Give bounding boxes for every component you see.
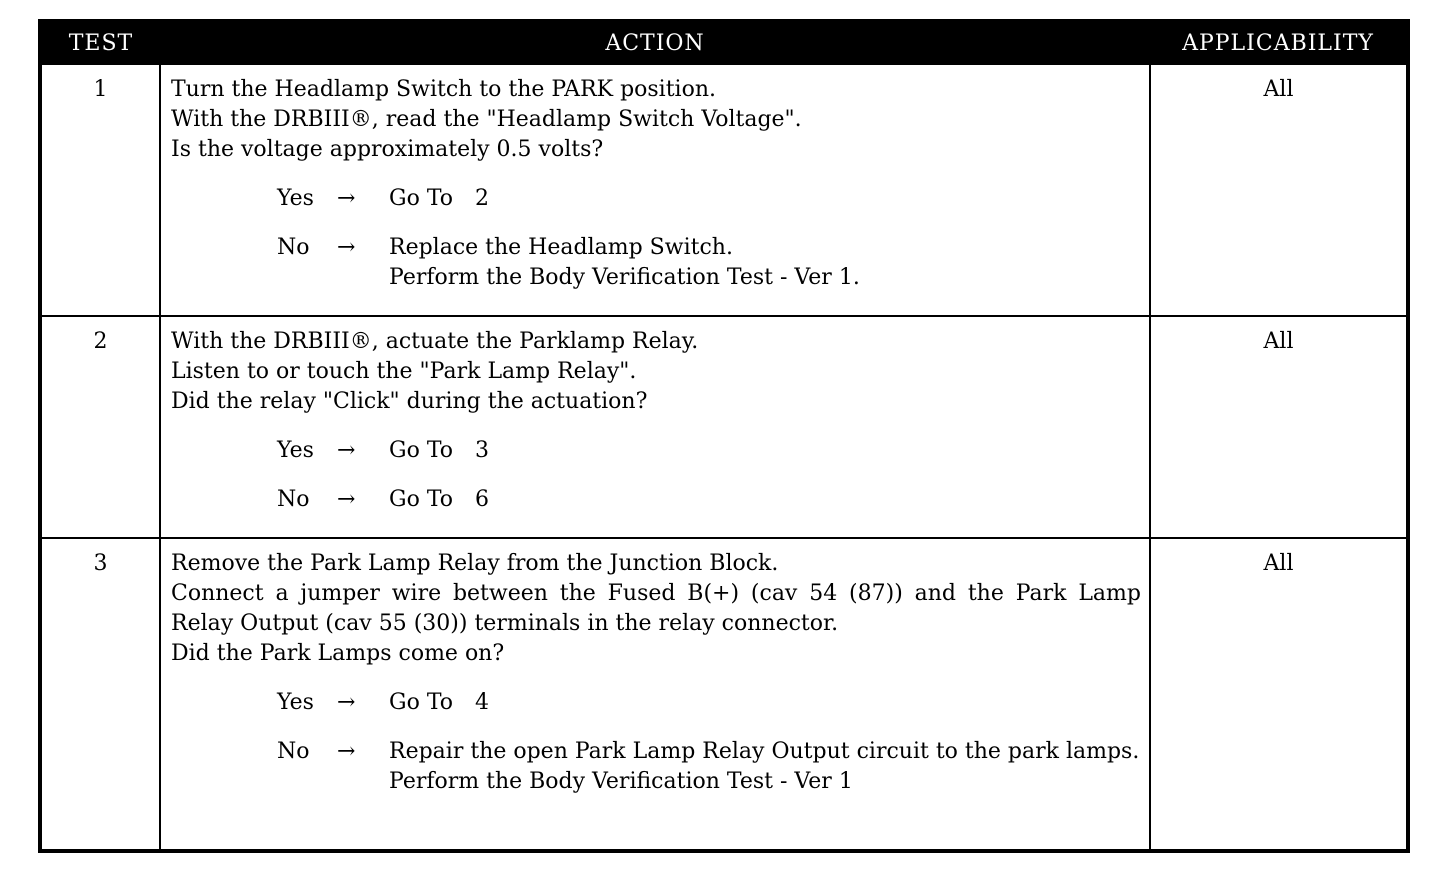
arrow-icon: → (337, 690, 356, 715)
yes-label: Yes (277, 438, 314, 463)
table-row (40, 316, 1408, 538)
no-label: No (277, 739, 310, 764)
goto-text: Go To (389, 186, 454, 211)
goto-text: Go To (389, 438, 454, 463)
action-line: Connect a jumper wire between the Fused B(+) (cav 54 (87)) and the Park Lamp Relay Output (cav 55 (30)) terminals in the relay connector. (171, 581, 1141, 636)
action-line: Is the voltage approximately 0.5 volts? (171, 137, 604, 162)
yes-label: Yes (277, 690, 314, 715)
no-response (277, 485, 1141, 515)
arrow-icon: → (337, 186, 356, 211)
yes-response (277, 184, 1141, 214)
no-result-line: Repair the open Park Lamp Relay Output circuit to the park lamps. (389, 739, 1140, 764)
goto-number: 2 (475, 186, 490, 211)
test-number: 2 (40, 316, 160, 538)
header-applicability: APPLICABILITY (1150, 21, 1408, 64)
arrow-icon: → (337, 739, 356, 764)
test-number: 3 (40, 538, 160, 851)
applicability-value: All (1150, 538, 1408, 851)
action-line: Turn the Headlamp Switch to the PARK position. (171, 77, 717, 102)
goto-text: Go To (389, 487, 454, 512)
applicability-value: All (1150, 64, 1408, 316)
action-cell (160, 538, 1150, 851)
no-result (389, 737, 1141, 797)
goto-number: 4 (475, 690, 490, 715)
table-row (40, 64, 1408, 316)
test-number: 1 (40, 64, 160, 316)
no-response (277, 233, 1141, 293)
diagnostic-table (38, 19, 1410, 853)
header-row (40, 21, 1408, 64)
action-line: Did the Park Lamps come on? (171, 641, 505, 666)
yes-result (389, 436, 1141, 466)
yes-response (277, 688, 1141, 718)
action-line: With the DRBIII®, read the "Headlamp Switch Voltage". (171, 107, 802, 132)
action-line: Did the relay "Click" during the actuation? (171, 389, 648, 414)
arrow-icon: → (337, 235, 356, 260)
goto-number: 3 (475, 438, 490, 463)
yes-response (277, 436, 1141, 466)
action-cell (160, 64, 1150, 316)
yes-label: Yes (277, 186, 314, 211)
no-label: No (277, 235, 310, 260)
yes-result (389, 688, 1141, 718)
no-response (277, 737, 1141, 797)
arrow-icon: → (337, 438, 356, 463)
header-action: ACTION (160, 21, 1150, 64)
action-line: With the DRBIII®, actuate the Parklamp Relay. (171, 329, 699, 354)
no-result-line: Perform the Body Verification Test - Ver 1 (389, 769, 853, 794)
action-line: Listen to or touch the "Park Lamp Relay". (171, 359, 637, 384)
action-cell (160, 316, 1150, 538)
header-test: TEST (40, 21, 160, 64)
no-result-line: Replace the Headlamp Switch. (389, 235, 733, 260)
no-result-line: Perform the Body Verification Test - Ver 1. (389, 265, 860, 290)
arrow-icon: → (337, 487, 356, 512)
table-row (40, 538, 1408, 851)
no-result (389, 485, 1141, 515)
applicability-value: All (1150, 316, 1408, 538)
goto-text: Go To (389, 690, 454, 715)
action-line: Remove the Park Lamp Relay from the Junction Block. (171, 551, 779, 576)
goto-number: 6 (475, 487, 490, 512)
no-label: No (277, 487, 310, 512)
yes-result (389, 184, 1141, 214)
no-result (389, 233, 1141, 293)
